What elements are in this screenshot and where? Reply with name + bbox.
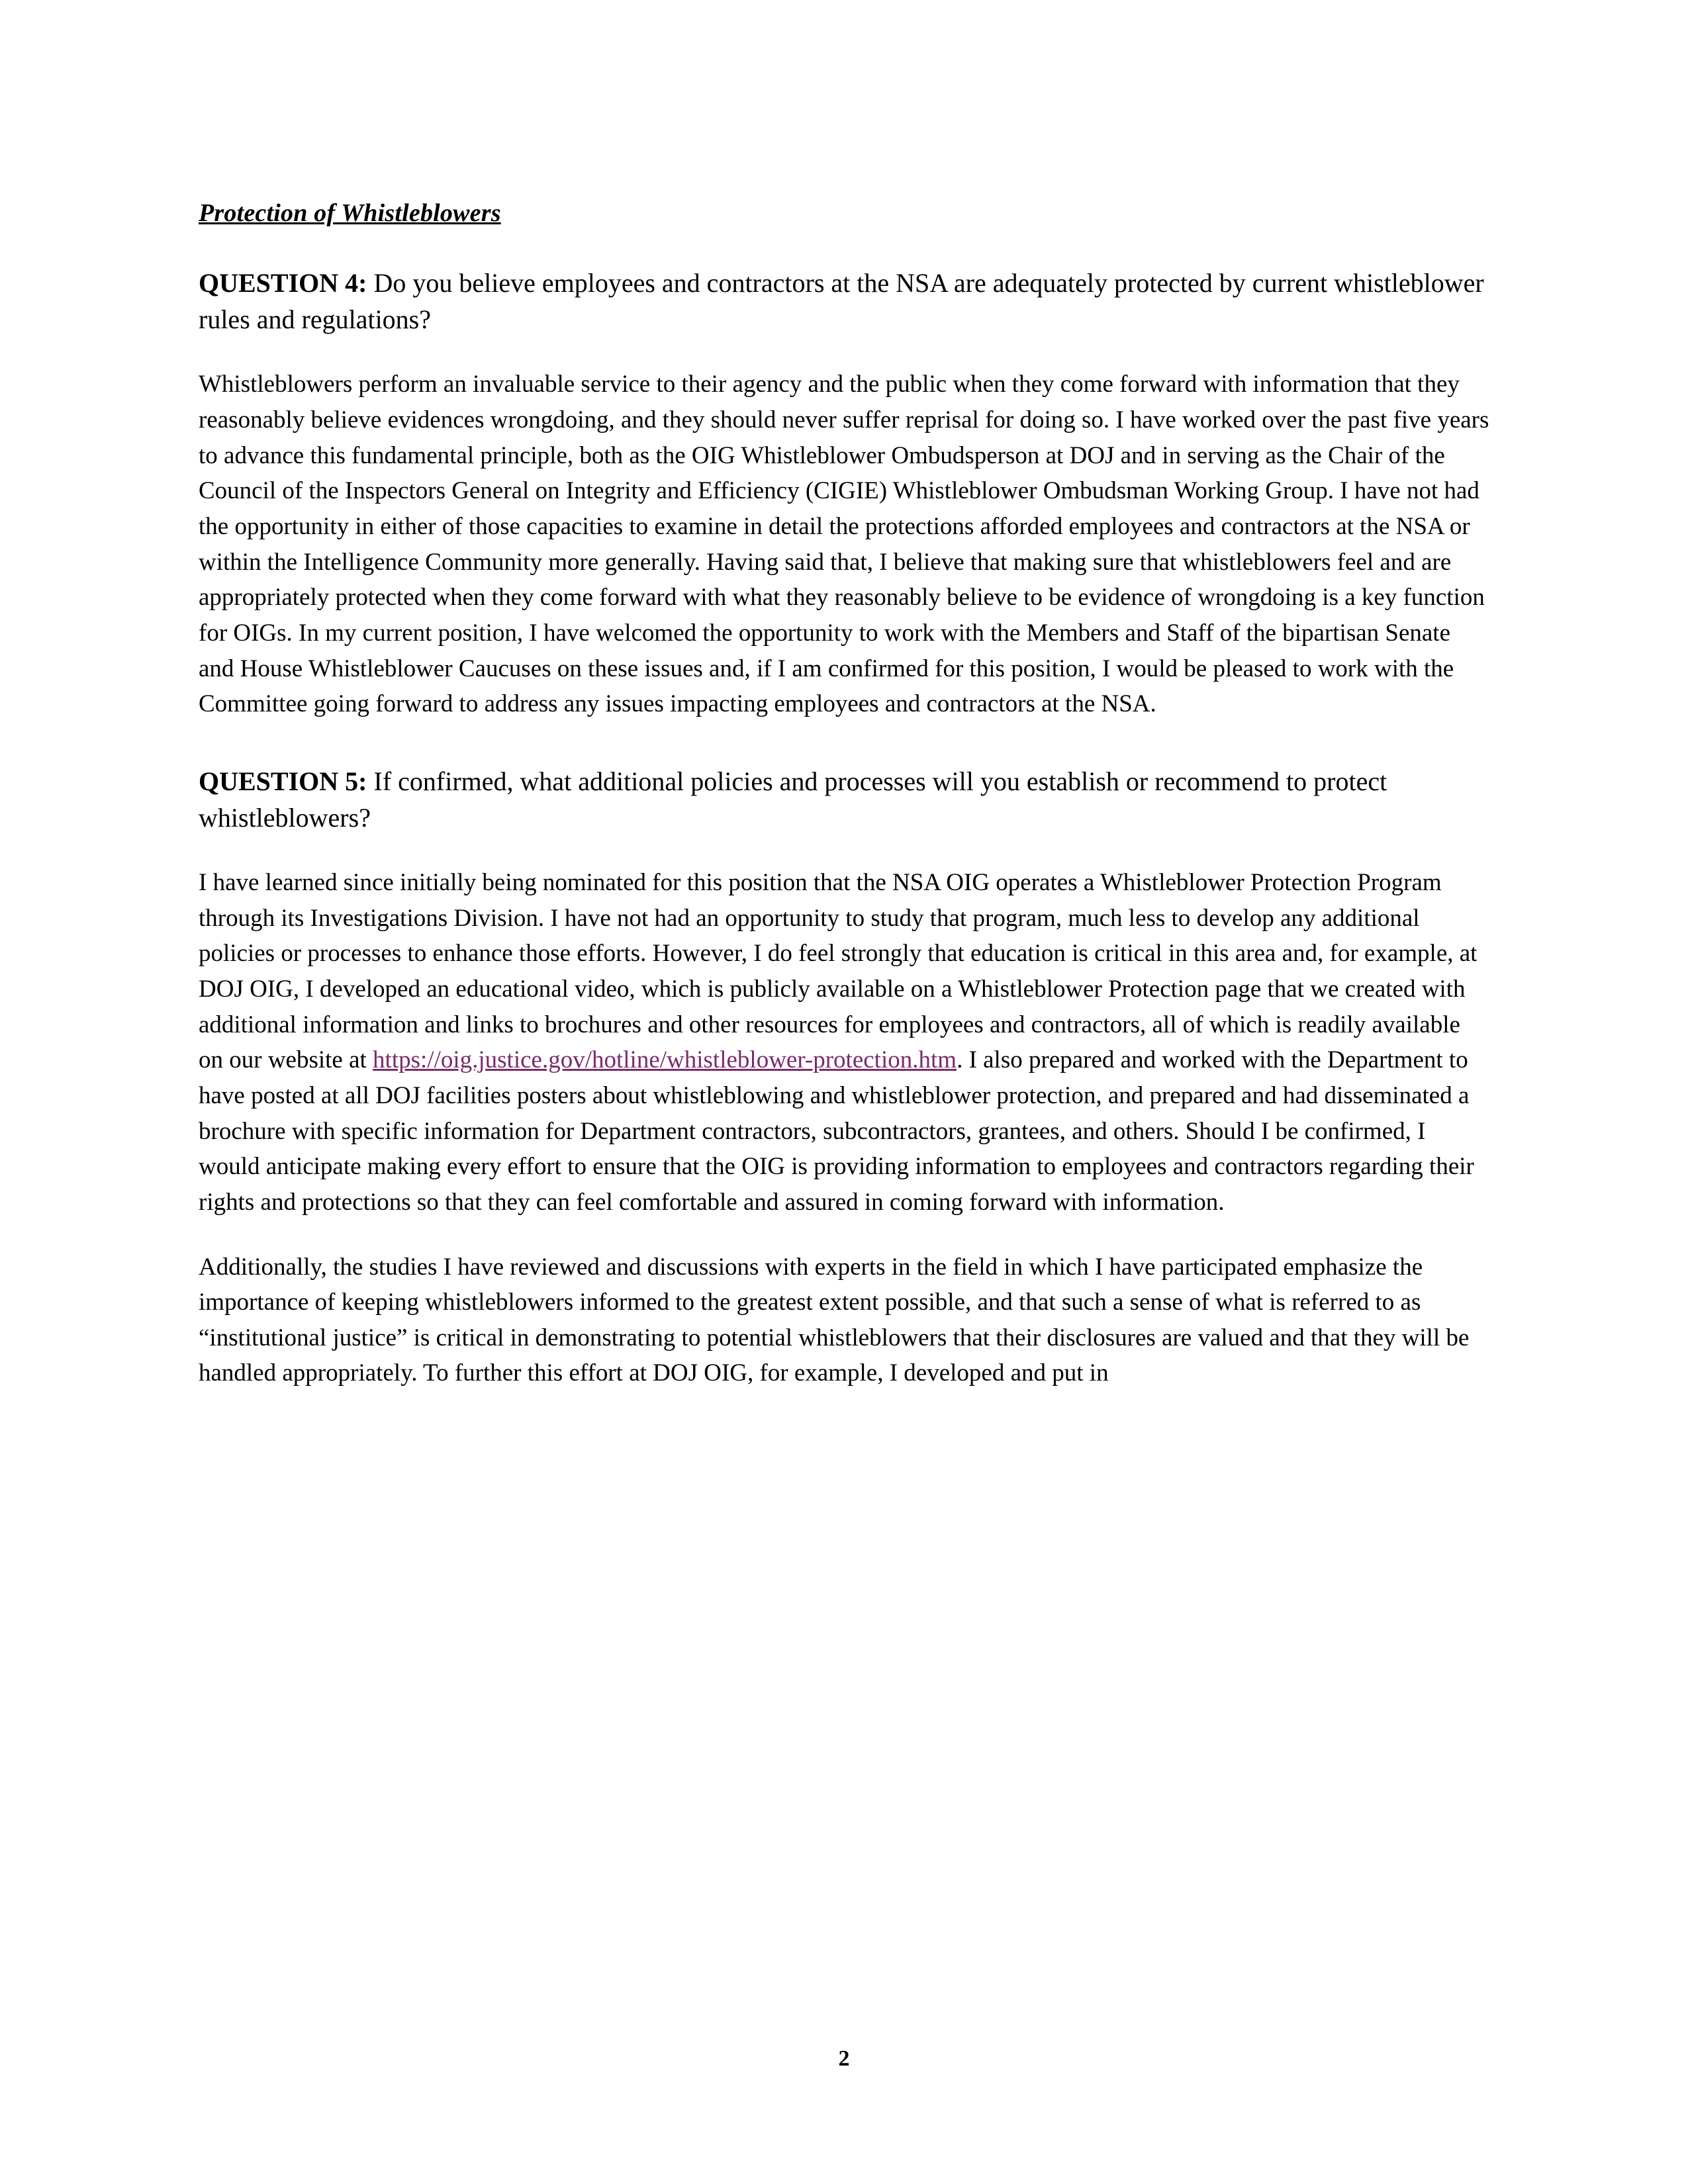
answer-text-before-link: I have learned since initially being nominated for this position that the NSA OIG operates a Whistleblower Protection Program through its Investigations Division. I have not had an opportunity to study that program, much less to develop any additional policies or processes to enhance those efforts. However, I do feel strongly that education is critical in this area and, for example, at DOJ OIG, I developed an educational video, which is publicly available on a Whistleblower Protection page that we created with additional information and links to brochures and other resources for employees and contractors, all of which is readily available on our website at xyxy=(199,869,1477,1074)
whistleblower-protection-link[interactable]: https://oig.justice.gov/hotline/whistleblower-protection.htm xyxy=(373,1046,957,1074)
document-body xyxy=(199,199,1489,1391)
page-number: 2 xyxy=(838,2046,850,2071)
answer-text-after-link: . I also prepared and worked with the Department to have posted at all DOJ facilities posters about whistleblowing and whistleblower protection, and prepared and had disseminated a brochure with specific information for Department contractors, subcontractors, grantees, and others. Should I be confirmed, I would anticipate making every effort to ensure that the OIG is providing information to employees and contractors regarding their rights and protections so that they can feel comfortable and assured in coming forward with information. xyxy=(199,1046,1474,1216)
question-5-answer-paragraph-1 xyxy=(199,865,1489,1220)
question-5-heading xyxy=(199,763,1489,836)
question-4-heading xyxy=(199,265,1489,338)
question-4-text: Do you believe employees and contractors at the NSA are adequately protected by current whistleblower rules and regulations? xyxy=(199,268,1484,335)
question-4-label: QUESTION 4: xyxy=(199,268,367,298)
section-heading: Protection of Whistleblowers xyxy=(199,199,501,227)
question-5-label: QUESTION 5: xyxy=(199,766,367,796)
question-4-answer: Whistleblowers perform an invaluable service to their agency and the public when they come forward with information that they reasonably believe evidences wrongdoing, and they should never suffer reprisal for doing so. I have worked over the past five years to advance this fundamental principle, both as the OIG Whistleblower Ombudsperson at DOJ and in serving as the Chair of the Council of the Inspectors General on Integrity and Efficiency (CIGIE) Whistleblower Ombudsman Working Group. I have not had the opportunity in either of those capacities to examine in detail the protections afforded employees and contractors at the NSA or within the Intelligence Community more generally. Having said that, I believe that making sure that whistleblowers feel and are appropriately protected when they come forward with what they reasonably believe to be evidence of wrongdoing is a key function for OIGs. In my current position, I have welcomed the opportunity to work with the Members and Staff of the bipartisan Senate and House Whistleblower Caucuses on these issues and, if I am confirmed for this position, I would be pleased to work with the Committee going forward to address any issues impacting employees and contractors at the NSA. xyxy=(199,371,1489,718)
question-5-answer-paragraph-2: Additionally, the studies I have reviewed and discussions with experts in the field in which I have participated emphasize the importance of keeping whistleblowers informed to the greatest extent possible, and that such a sense of what is referred to as “institutional justice” is critical in demonstrating to potential whistleblowers that their disclosures are valued and that they will be handled appropriately. To further this effort at DOJ OIG, for example, I developed and put in xyxy=(199,1253,1470,1387)
question-5-text: If confirmed, what additional policies and processes will you establish or recommend to protect whistleblowers? xyxy=(199,766,1387,833)
